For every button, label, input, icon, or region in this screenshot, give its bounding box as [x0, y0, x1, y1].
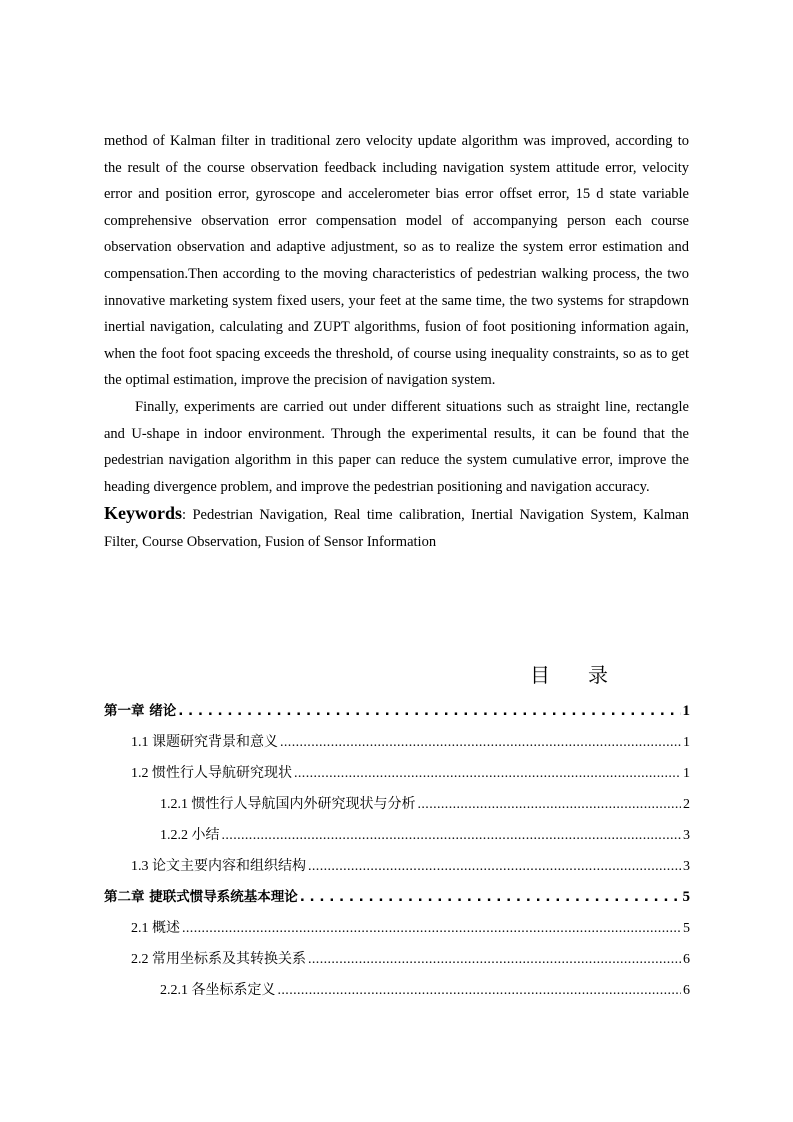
abstract-paragraph-1: method of Kalman filter in traditional zero velocity update algorithm was improved, according to the result of the course observation feedback including navigation system attitude error, velocity error and position error, gyroscope and accelerometer bias error offset error, 15 d state variable comprehensive observation error compensation model of accompanying person each course observation observation and adaptive adjustment, so as to realize the system error estimation and compensation.Then according to the moving characteristics of pedestrian walking process, the two innovative marketing system fixed users, your feet at the same time, the two systems for strapdown inertial navigation, calculating and ZUPT algorithms, fusion of foot positioning information again, when the foot foot spacing exceeds the threshold, of course using inequality constraints, so as to get the optimal estimation, improve the precision of navigation system. — [104, 133, 689, 389]
toc-entry-2-1[interactable] — [104, 913, 690, 944]
abstract-section — [104, 128, 689, 556]
keywords-separator: : — [182, 507, 193, 524]
toc-entry-page: 2 — [683, 797, 690, 812]
toc-leader-dots — [222, 820, 682, 851]
toc-entry-page: 5 — [682, 889, 690, 905]
toc-entry-1-2[interactable] — [104, 758, 690, 789]
toc-entry-label: 第二章 捷联式惯导系统基本理论 — [104, 889, 298, 905]
toc-entry-label: 2.1 概述 — [131, 921, 180, 936]
toc-entry-label: 第一章 绪论 — [104, 703, 177, 719]
toc-leader-dots — [278, 975, 682, 1006]
toc-entry-label: 1.2 惯性行人导航研究现状 — [131, 766, 292, 781]
toc-entry-label: 1.2.1 惯性行人导航国内外研究现状与分析 — [160, 797, 416, 812]
toc-heading-char-2: 录 — [588, 663, 608, 687]
toc-leader-dots — [300, 882, 681, 913]
toc-entry-label: 2.2.1 各坐标系定义 — [160, 983, 276, 998]
toc-heading-char-1: 目 — [530, 663, 550, 687]
toc-entry-1-2-1[interactable] — [104, 789, 690, 820]
toc-leader-dots — [294, 758, 681, 789]
toc-heading — [530, 659, 630, 688]
toc-entry-page: 6 — [683, 952, 690, 967]
toc-leader-dots — [308, 851, 681, 882]
toc-entry-page: 1 — [682, 703, 690, 719]
toc-entry-1-2-2[interactable] — [104, 820, 690, 851]
toc-leader-dots — [280, 727, 681, 758]
keywords-label: Keywords — [104, 503, 182, 524]
toc-entry-page: 3 — [683, 828, 690, 843]
keywords-line — [104, 500, 689, 555]
toc-entry-2-2[interactable] — [104, 944, 690, 975]
toc-entry-chapter-2[interactable] — [104, 882, 690, 913]
toc-entry-page: 1 — [683, 766, 690, 781]
toc-entry-1-3[interactable] — [104, 851, 690, 882]
toc-entry-label: 1.3 论文主要内容和组织结构 — [131, 859, 306, 874]
toc-entry-page: 3 — [683, 859, 690, 874]
toc-entry-page: 1 — [683, 735, 690, 750]
toc-leader-dots — [418, 789, 682, 820]
keywords-text: Pedestrian Navigation, Real time calibration, Inertial Navigation System, Kalman Filter, Course Observation, Fusion of Sensor Information — [104, 507, 689, 550]
toc-leader-dots — [178, 696, 680, 727]
toc-entry-label: 2.2 常用坐标系及其转换关系 — [131, 952, 306, 967]
toc-leader-dots — [308, 944, 681, 975]
toc-entry-chapter-1[interactable] — [104, 696, 690, 727]
toc-entry-label: 1.1 课题研究背景和意义 — [131, 735, 278, 750]
table-of-contents — [104, 696, 690, 1006]
toc-leader-dots — [182, 913, 681, 944]
abstract-paragraph-2: Finally, experiments are carried out under different situations such as straight line, rectangle and U-shape in indoor environment. Through the experimental results, it can be found that the pedestrian navigation algorithm in this paper can reduce the system cumulative error, improve the heading divergence problem, and improve the pedestrian positioning and navigation accuracy. — [104, 398, 689, 495]
toc-entry-2-2-1[interactable] — [104, 975, 690, 1006]
toc-entry-1-1[interactable] — [104, 727, 690, 758]
toc-entry-page: 5 — [683, 921, 690, 936]
toc-entry-label: 1.2.2 小结 — [160, 828, 220, 843]
toc-entry-page: 6 — [683, 983, 690, 998]
